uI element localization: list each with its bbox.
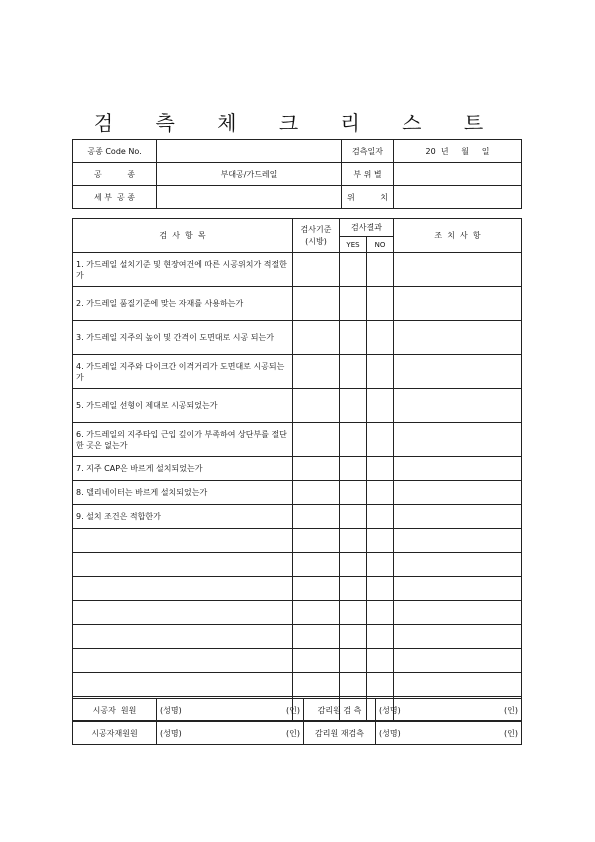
check-item: 2. 가드레일 품질기준에 맞는 자재를 사용하는가 (73, 287, 293, 321)
table-row (73, 389, 522, 423)
standard-cell[interactable] (293, 481, 340, 505)
check-item: 1. 가드레일 설치기준 및 현장여건에 따른 시공위치가 적절한가 (73, 253, 293, 287)
no-cell[interactable] (367, 601, 394, 625)
no-cell[interactable] (367, 529, 394, 553)
signature-row (73, 699, 522, 722)
position-value[interactable] (394, 186, 522, 209)
yes-cell[interactable] (340, 529, 367, 553)
yes-cell[interactable] (340, 649, 367, 673)
contractor-label: 시공자 원원 (73, 699, 157, 722)
check-item: 6. 가드레일의 지주타입 근입 깊이가 부족하여 상단부를 절단한 곳은 없는가 (73, 423, 293, 457)
standard-cell[interactable] (293, 673, 340, 697)
col-item-header: 검 사 항 목 (73, 219, 293, 253)
no-cell[interactable] (367, 481, 394, 505)
checklist-table (72, 218, 522, 721)
contractor-name[interactable]: (성명) (157, 699, 257, 722)
category-label: 공 종 (73, 163, 157, 186)
supervisor-re-label: 감리원 재검측 (304, 722, 376, 745)
no-cell[interactable] (367, 253, 394, 287)
yes-cell[interactable] (340, 481, 367, 505)
contractor-re-seal[interactable]: (인) (257, 722, 304, 745)
standard-cell[interactable] (293, 355, 340, 389)
location-label: 부 위 별 (342, 163, 394, 186)
col-standard-header: 검사기준 (시방) (293, 219, 340, 253)
empty-row (73, 577, 522, 601)
no-cell[interactable] (367, 355, 394, 389)
signature-row (73, 722, 522, 745)
no-cell[interactable] (367, 287, 394, 321)
empty-row (73, 673, 522, 697)
no-cell[interactable] (367, 389, 394, 423)
col-no-header: NO (367, 237, 394, 253)
action-cell[interactable] (394, 673, 522, 697)
standard-cell[interactable] (293, 321, 340, 355)
yes-cell[interactable] (340, 505, 367, 529)
table-row (73, 355, 522, 389)
no-cell[interactable] (367, 457, 394, 481)
header-row (73, 186, 522, 209)
table-row (73, 481, 522, 505)
table-header-row (73, 219, 522, 237)
yes-cell[interactable] (340, 321, 367, 355)
check-item: 5. 가드레일 선형이 제대로 시공되었는가 (73, 389, 293, 423)
standard-cell[interactable] (293, 389, 340, 423)
check-item: 3. 가드레일 지주의 높이 및 간격이 도면대로 시공 되는가 (73, 321, 293, 355)
table-row (73, 423, 522, 457)
action-cell[interactable] (394, 601, 522, 625)
standard-cell[interactable] (293, 253, 340, 287)
standard-cell[interactable] (293, 287, 340, 321)
position-label: 위 치 (342, 186, 394, 209)
action-cell[interactable] (394, 529, 522, 553)
check-item: 4. 가드레일 지주와 다이크간 이격거리가 도면대로 시공되는가 (73, 355, 293, 389)
item-cell[interactable] (73, 649, 293, 673)
contractor-re-name[interactable]: (성명) (157, 722, 257, 745)
yes-cell[interactable] (340, 553, 367, 577)
header-row (73, 140, 522, 163)
action-cell[interactable] (394, 253, 522, 287)
action-cell[interactable] (394, 389, 522, 423)
table-row (73, 457, 522, 481)
yes-cell[interactable] (340, 287, 367, 321)
col-result-header: 검사결과 (340, 219, 394, 237)
yes-cell[interactable] (340, 389, 367, 423)
supervisor-seal[interactable]: (인) (476, 699, 522, 722)
standard-cell[interactable] (293, 529, 340, 553)
header-table (72, 139, 522, 209)
yes-cell[interactable] (340, 457, 367, 481)
action-cell[interactable] (394, 481, 522, 505)
action-cell[interactable] (394, 321, 522, 355)
subcategory-value[interactable] (157, 186, 342, 209)
empty-row (73, 625, 522, 649)
table-row (73, 505, 522, 529)
action-cell[interactable] (394, 355, 522, 389)
item-cell[interactable] (73, 601, 293, 625)
table-row (73, 253, 522, 287)
action-cell[interactable] (394, 457, 522, 481)
action-cell[interactable] (394, 287, 522, 321)
item-cell[interactable] (73, 553, 293, 577)
col-action-header: 조 치 사 항 (394, 219, 522, 253)
empty-row (73, 601, 522, 625)
yes-cell[interactable] (340, 355, 367, 389)
no-cell[interactable] (367, 673, 394, 697)
supervisor-label: 감리원 검 측 (304, 699, 376, 722)
standard-cell[interactable] (293, 601, 340, 625)
check-item: 8. 델리네이터는 바르게 설치되었는가 (73, 481, 293, 505)
supervisor-re-name[interactable]: (성명) (376, 722, 476, 745)
supervisor-name[interactable]: (성명) (376, 699, 476, 722)
yes-cell[interactable] (340, 673, 367, 697)
standard-cell[interactable] (293, 553, 340, 577)
action-cell[interactable] (394, 577, 522, 601)
table-row (73, 321, 522, 355)
item-cell[interactable] (73, 577, 293, 601)
header-row (73, 163, 522, 186)
standard-cell[interactable] (293, 423, 340, 457)
item-cell[interactable] (73, 625, 293, 649)
yes-cell[interactable] (340, 253, 367, 287)
no-cell[interactable] (367, 423, 394, 457)
empty-row (73, 649, 522, 673)
standard-cell[interactable] (293, 625, 340, 649)
yes-cell[interactable] (340, 625, 367, 649)
no-cell[interactable] (367, 553, 394, 577)
code-label: 공종 Code No. (73, 140, 157, 163)
yes-cell[interactable] (340, 423, 367, 457)
category-value[interactable]: 부대공/가드레일 (157, 163, 342, 186)
signature-table (72, 698, 522, 745)
action-cell[interactable] (394, 553, 522, 577)
date-value[interactable]: 20 년 월 일 (394, 140, 522, 163)
yes-cell[interactable] (340, 601, 367, 625)
code-value[interactable] (157, 140, 342, 163)
location-value[interactable] (394, 163, 522, 186)
table-row (73, 287, 522, 321)
item-cell[interactable] (73, 673, 293, 697)
standard-cell[interactable] (293, 457, 340, 481)
action-cell[interactable] (394, 423, 522, 457)
no-cell[interactable] (367, 577, 394, 601)
contractor-seal[interactable]: (인) (257, 699, 304, 722)
empty-row (73, 553, 522, 577)
standard-cell[interactable] (293, 577, 340, 601)
no-cell[interactable] (367, 321, 394, 355)
yes-cell[interactable] (340, 577, 367, 601)
supervisor-re-seal[interactable]: (인) (476, 722, 522, 745)
no-cell[interactable] (367, 625, 394, 649)
check-item: 9. 설치 조건은 적합한가 (73, 505, 293, 529)
standard-cell[interactable] (293, 649, 340, 673)
no-cell[interactable] (367, 505, 394, 529)
check-item: 7. 지주 CAP은 바르게 설치되었는가 (73, 457, 293, 481)
empty-row (73, 529, 522, 553)
col-yes-header: YES (340, 237, 367, 253)
standard-cell[interactable] (293, 505, 340, 529)
action-cell[interactable] (394, 505, 522, 529)
no-cell[interactable] (367, 649, 394, 673)
date-label: 검측일자 (342, 140, 394, 163)
subcategory-label: 세 부 공 종 (73, 186, 157, 209)
item-cell[interactable] (73, 529, 293, 553)
action-cell[interactable] (394, 625, 522, 649)
contractor-re-label: 시공자재원원 (73, 722, 157, 745)
action-cell[interactable] (394, 649, 522, 673)
page-title: 검 측 체 크 리 스 트 (93, 111, 502, 135)
